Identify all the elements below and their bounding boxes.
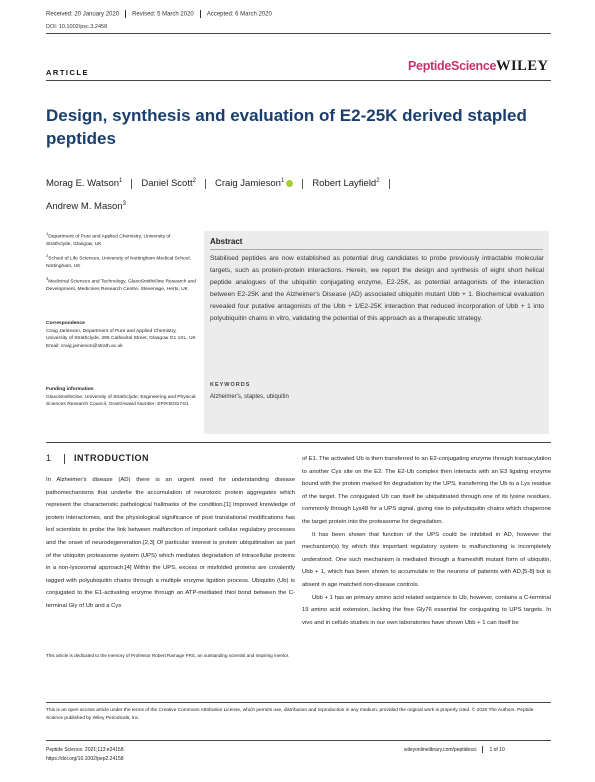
abstract-rule [210, 249, 543, 250]
abstract-text: Stabilised peptides are now established as potential drug candidates to probe previously intractable molecular targets, such as protein-protein interactions. Herein, we report the design and synthesis of eight short helical peptide analogues of the ubiquitin conjugating enzyme, E2-25K, as potential antagonists of the interaction between E2-25K and the Alzheimer's Disease (AD) associated ubiquitin mutant Ubb + 1. Biochemical evaluation revealed four putative antagonists of the Ubb + 1/E2-25K interaction that reduced incorporation of Ubb + 1 into polyubiquitin chains in vitro, validating the potential of this approach as a therapeutic strategy. [210, 255, 544, 322]
site-link[interactable]: wileyonlinelibrary.com/peptidesci [404, 746, 477, 753]
publisher-logo: WILEY [496, 58, 549, 74]
section-title: INTRODUCTION [74, 453, 149, 463]
received-date: Received: 20 January 2020 [46, 11, 120, 18]
publication-dates [46, 10, 272, 18]
divider [205, 179, 206, 189]
orcid-icon[interactable] [286, 180, 293, 187]
body-column-left [46, 474, 295, 613]
article-label: ARTICLE [46, 68, 89, 77]
divider [200, 10, 201, 18]
doi[interactable]: DOI: 10.1002/psc.3.2458 [46, 24, 108, 30]
divider [125, 10, 126, 18]
body-column-right [302, 453, 551, 629]
doi-link[interactable]: https://doi.org/10.1002/pep2.24158 [46, 755, 124, 762]
header-rule-2 [46, 80, 551, 81]
author[interactable]: Craig Jamieson$^1$ [215, 178, 293, 189]
journal-citation: Peptide Science. 2021;113:e24158. [46, 747, 125, 753]
page-number: 1 of 10 [489, 746, 505, 753]
author[interactable]: Morag E. Watson$^1$ [46, 178, 123, 190]
paragraph: In Alzheimer's disease (AD) there is an urgent need for understanding disease pathomechanisms that underlie the accumulation of neurotoxic protein aggregates which represent the characteristic pathological hallmarks of the condition.[1] Improved knowledge of protein interactomes, and the physiological significance of post translational modifications has led scientists to probe the link between malfunction of important cellular regulatory processes and the onset of neurodegeneration.[2,3] Of particular interest is protein ubiquitination as part of the ubiquitin proteasome system (UPS) which mediates degradation of intracellular proteins in a non-lysosomal approach.[4] Within the UPS, excess or misfolded proteins are covalently tagged with polyubiquitin chains through a multiple enzyme ligation process. Ubiquitin (Ub) is conjugated to the E1-activating enzyme through an ATP-mediated thiol bond between the C-terminal Gly of Ub and a Cys [46, 477, 295, 609]
license-text: This is an open access article under the terms of the Creative Commons Attribution License, which permits use, distribution and reproduction in any medium, provided the original work is properly cited. © 2020 The Authors. Peptide Science published by Wiley Periodicals, Inc. [46, 708, 534, 721]
affiliation-3: $^3$Medicinal Sciences and Technology, GlaxoSmithKline Research and Development, Medicines Research Centre, Stevenage, Herts, UK [46, 276, 196, 293]
keywords-title: KEYWORDS [210, 382, 251, 388]
revised-date: Revised: 5 March 2020 [132, 11, 194, 18]
divider [389, 179, 390, 189]
correspondence-title: Correspondence [46, 321, 85, 326]
section-number: 1 [46, 453, 52, 463]
paragraph: It has been shown that function of the UPS could be inhibited in AD, however the mechanism(s) by which this important regulatory system is malfunctioning is incompletely understood. One such mechanism is mediated through a frameshift mutant form of ubiquitin, Ubb + 1, which has been shown to accumulate in the neurons of patients with AD,[5-8] but is absent in age matched non-disease controls. [302, 531, 551, 588]
keywords: Alzheimer's, staples, ubiquitin [210, 394, 289, 400]
abstract-box [204, 231, 549, 434]
accepted-date: Accepted: 6 March 2020 [206, 11, 272, 18]
paragraph: of E1. The activated Ub is then transferred to an E2-conjugating enzyme through transacylation to another Cys site on the E2. The E2-Ub complex then interacts with an E3 ligating enzyme bound with the protein marked for degradation by the UPS, transferring the Ub to a Lys residue of the target. The conjugated Ub can itself be ubiquitinated through one of its lysine residues, commonly through Lys48 for a UPS signal, giving rise to polyubiquitin chains which chaperone the target protein into the proteasome for degradation. [302, 456, 551, 525]
divider [302, 179, 303, 189]
funding-text: GlaxoSmithKline; University of Strathclyde; Engineering and Physical Sciences Research Council, Grant/Award Number: EP/K503174/1 [46, 394, 196, 408]
section-rule [46, 442, 551, 443]
affiliation-2: $^2$School of Life Sciences, University of Nottingham Medical School, Nottingham, UK [46, 253, 191, 270]
correspondence-text: Craig Jamieson, Department of Pure and Applied Chemistry, University of Strathclyde, 295 Cathedral Street, Glasgow G1 1XL, UK Email: craig.jamieson@strath.ac.uk [46, 328, 196, 349]
abstract-title: Abstract [210, 237, 243, 246]
paper-title: Design, synthesis and evaluation of E2-25K derived stapled peptides [46, 106, 527, 148]
affiliation-1: $^1$Department of Pure and Applied Chemistry, University of Strathclyde, Glasgow, UK [46, 231, 171, 248]
funding-title: Funding information [46, 387, 94, 392]
journal-logo: PeptideScience [408, 59, 497, 73]
bottom-rule [46, 740, 551, 741]
header-rule [46, 33, 551, 34]
paragraph: Ubb + 1 has an primary amino acid related sequence to Ub, however, contains a C-terminal 19 amino acid extension, lacking the free Gly76 essential for conjugating to UPS targets. In vivo and in cellulo studies in our own laboratories have shown Ubb + 1 can itself be [302, 594, 551, 626]
author[interactable]: Robert Layfield$^2$ [312, 178, 380, 190]
license-rule [46, 702, 551, 703]
author[interactable]: Daniel Scott$^2$ [141, 178, 196, 190]
citation [46, 746, 125, 763]
correspondence [46, 320, 196, 350]
divider [482, 746, 483, 753]
author[interactable]: Andrew M. Mason$^3$ [46, 201, 126, 213]
divider [131, 179, 132, 189]
page-info [404, 746, 505, 753]
section-divider [64, 454, 65, 464]
dedication-footnote: This article is dedicated to the memory of Professor Robert Ramage FRS, an outstanding scientist and inspiring mentor. [46, 653, 290, 658]
author-list [46, 171, 551, 217]
funding [46, 386, 196, 409]
